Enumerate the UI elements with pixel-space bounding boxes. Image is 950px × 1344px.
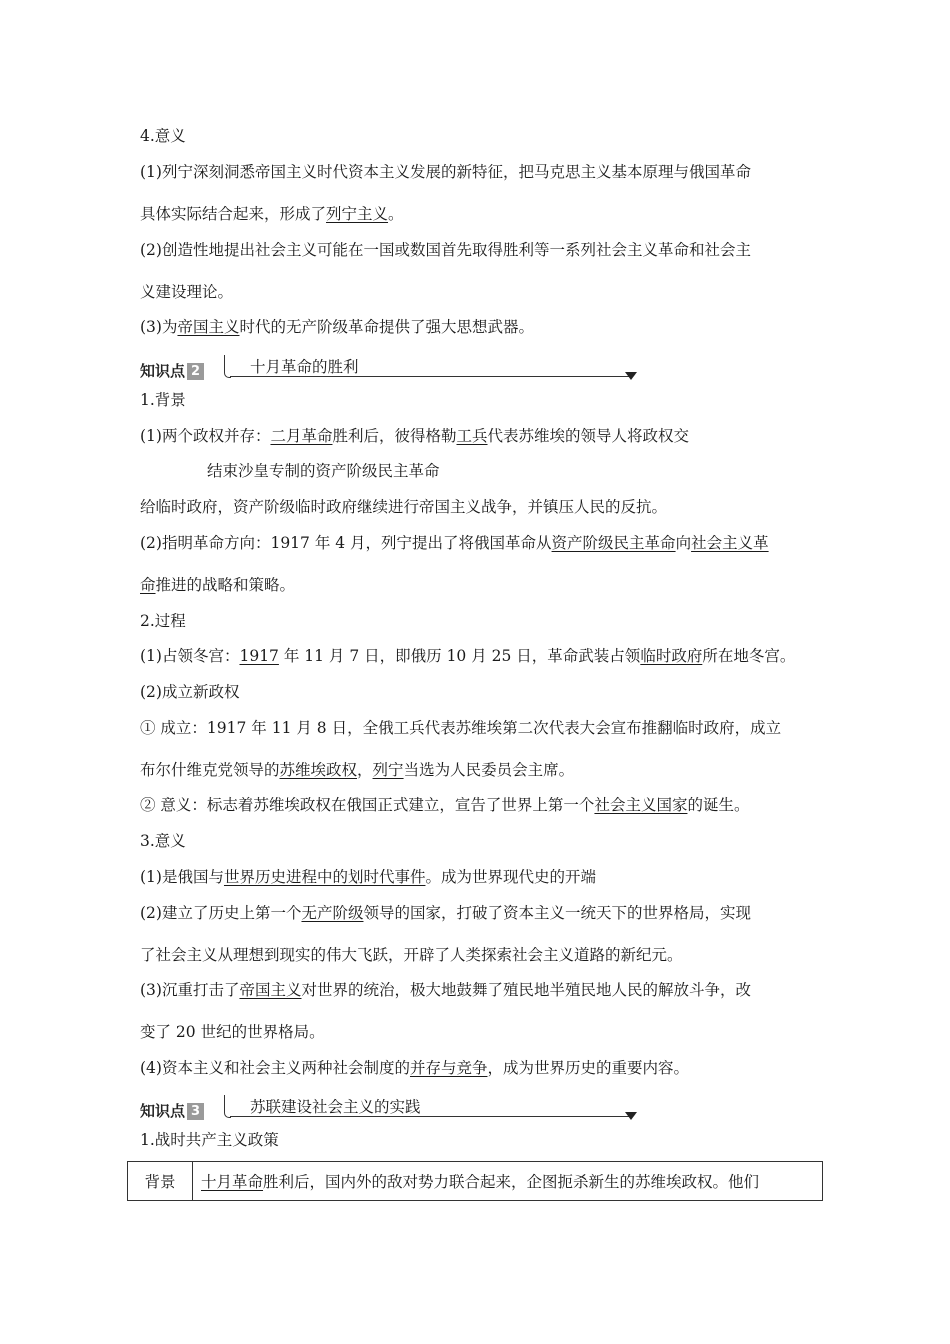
section-heading: 1.背景 xyxy=(140,391,186,409)
paragraph: (3)为帝国主义时代的无产阶级革命提供了强大思想武器。 xyxy=(140,318,534,336)
paragraph: (2)指明革命方向：1917 年 4 月，列宁提出了将俄国革命从资产阶级民主革命向社会主义革 xyxy=(140,534,769,552)
knowledge-point-header xyxy=(140,1095,640,1125)
knowledge-point-number: 3 xyxy=(187,1103,204,1120)
underlined-term: 资产阶级民主革命 xyxy=(551,534,676,552)
table-row-label: 背景 xyxy=(128,1162,193,1201)
paragraph: 义建设理论。 xyxy=(140,283,234,301)
underlined-term: 世界历史进程中的划时代事件 xyxy=(223,868,426,886)
paragraph: (1)两个政权并存：二月革命胜利后，彼得格勒工兵代表苏维埃的领导人将政权交 xyxy=(140,427,690,445)
paragraph: 给临时政府，资产阶级临时政府继续进行帝国主义战争，并镇压人民的反抗。 xyxy=(140,498,668,516)
paragraph: 了社会主义从理想到现实的伟大飞跃，开辟了人类探索社会主义道路的新纪元。 xyxy=(140,946,683,964)
knowledge-point-title: 十月革命的胜利 xyxy=(250,358,359,376)
knowledge-point-header xyxy=(140,355,640,385)
underlined-term: 列宁主义 xyxy=(326,205,389,223)
table-row xyxy=(128,1162,823,1201)
paragraph: ② 意义：标志着苏维埃政权在俄国正式建立，宣告了世界上第一个社会主义国家的诞生。 xyxy=(140,796,750,814)
bracket-decoration xyxy=(224,355,231,378)
paragraph: (4)资本主义和社会主义两种社会制度的并存与竞争，成为世界历史的重要内容。 xyxy=(140,1059,689,1077)
paragraph: 命推进的战略和策略。 xyxy=(140,576,296,594)
underlined-term: 二月革命 xyxy=(270,427,333,445)
bracket-decoration xyxy=(224,1095,231,1118)
annotation-note: 结束沙皇专制的资产阶级民主革命 xyxy=(207,462,440,480)
knowledge-point-label: 知识点 3 xyxy=(140,1100,204,1121)
section-heading: 2.过程 xyxy=(140,612,186,630)
underlined-term: 1917 xyxy=(239,647,279,665)
paragraph: (2)建立了历史上第一个无产阶级领导的国家，打破了资本主义一统天下的世界格局，实现 xyxy=(140,904,751,922)
underlined-term: 帝国主义 xyxy=(177,318,240,336)
knowledge-point-number: 2 xyxy=(187,363,204,380)
paragraph: 布尔什维克党领导的苏维埃政权，列宁当选为人民委员会主席。 xyxy=(140,761,575,779)
paragraph: (1)是俄国与世界历史进程中的划时代事件。成为世界现代史的开端 xyxy=(140,868,596,886)
underlined-term: 临时政府 xyxy=(640,647,703,665)
arrow-down-icon xyxy=(625,1112,637,1120)
paragraph: (1)占领冬宫：1917 年 11 月 7 日，即俄历 10 月 25 日，革命武装占领临时政府所在地冬宫。 xyxy=(140,647,796,665)
underlined-term: 帝国主义 xyxy=(239,981,302,999)
underlined-term: 并存与竞争 xyxy=(409,1059,488,1077)
underlined-term: 命 xyxy=(140,576,156,594)
paragraph: (1)列宁深刻洞悉帝国主义时代资本主义发展的新特征，把马克思主义基本原理与俄国革命 xyxy=(140,163,751,181)
table-cell: 十月革命胜利后，国内外的敌对势力联合起来，企图扼杀新生的苏维埃政权。他们 xyxy=(193,1162,823,1201)
section-heading: 3.意义 xyxy=(140,832,186,850)
paragraph: (2)创造性地提出社会主义可能在一国或数国首先取得胜利等一系列社会主义革命和社会主 xyxy=(140,241,751,259)
underlined-term: 无产阶级 xyxy=(301,904,364,922)
paragraph: (2)成立新政权 xyxy=(140,683,240,701)
underlined-term: 苏维埃政权 xyxy=(279,761,358,779)
section-heading: 1.战时共产主义政策 xyxy=(140,1131,279,1149)
paragraph: (3)沉重打击了帝国主义对世界的统治，极大地鼓舞了殖民地半殖民地人民的解放斗争，改 xyxy=(140,981,751,999)
section-heading: 4.意义 xyxy=(140,127,186,145)
knowledge-point-label: 知识点 2 xyxy=(140,360,204,381)
paragraph: 变了 20 世纪的世界格局。 xyxy=(140,1023,325,1041)
paragraph: 具体实际结合起来，形成了列宁主义。 xyxy=(140,205,404,223)
policy-table xyxy=(127,1161,823,1201)
underlined-term: 社会主义革 xyxy=(691,534,769,552)
underlined-term: 社会主义国家 xyxy=(594,796,688,814)
arrow-down-icon xyxy=(625,372,637,380)
knowledge-point-title: 苏联建设社会主义的实践 xyxy=(250,1098,421,1116)
underlined-term: 十月革命 xyxy=(201,1173,264,1191)
paragraph: ① 成立：1917 年 11 月 8 日，全俄工兵代表苏维埃第二次代表大会宣布推翻临时政府，成立 xyxy=(140,719,782,737)
underlined-term: 工兵 xyxy=(456,427,488,445)
underlined-term: 列宁 xyxy=(372,761,404,779)
